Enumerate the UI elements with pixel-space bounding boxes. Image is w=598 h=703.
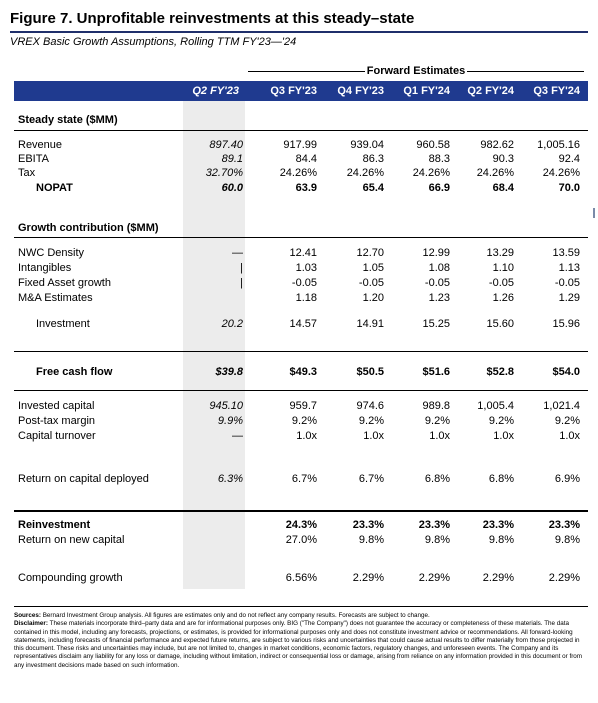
forward-estimates-banner	[248, 65, 584, 77]
row-label: NWC Density	[18, 247, 85, 259]
cell: |	[240, 262, 243, 274]
cell: —	[232, 247, 243, 259]
table-row-nopat	[14, 181, 588, 195]
cell: $51.6	[422, 366, 450, 378]
reinvestment-top-rule	[14, 510, 588, 512]
cell: 897.40	[209, 139, 243, 151]
column-header-row	[14, 84, 588, 98]
cell: 23.3%	[352, 519, 384, 531]
disclaimer-label: Disclaimer:	[14, 620, 48, 628]
cell: 24.26%	[346, 167, 384, 179]
cell: 68.4	[492, 182, 514, 194]
cell: 1.18	[295, 292, 317, 304]
cell: 88.3	[428, 153, 450, 165]
cell: 1.23	[428, 292, 450, 304]
cell: 9.2%	[554, 415, 580, 427]
table-row-ebita	[14, 152, 588, 166]
cell: 63.9	[295, 182, 317, 194]
cell: 989.8	[422, 400, 450, 412]
cell: 2.29%	[482, 572, 514, 584]
cell: 6.7%	[291, 473, 317, 485]
table-row-reinvestment	[14, 518, 588, 532]
row-label: Invested capital	[18, 400, 95, 412]
cell: 86.3	[362, 153, 384, 165]
footnote-rule	[14, 606, 588, 607]
cell: 23.3%	[548, 519, 580, 531]
row-label: Investment	[36, 318, 90, 330]
cell: 24.3%	[285, 519, 317, 531]
figure-subtitle: VREX Basic Growth Assumptions, Rolling TTM FY'23—'24	[10, 36, 297, 48]
cell: 15.25	[422, 318, 450, 330]
cell: -0.05	[554, 277, 580, 289]
cell: 20.2	[221, 318, 243, 330]
table-row-nwc	[14, 246, 588, 260]
cell: 959.7	[289, 400, 317, 412]
title-rule	[10, 31, 588, 33]
footnotes	[14, 612, 584, 670]
cell: 1.26	[492, 292, 514, 304]
sources-text: Bernard Investment Group analysis. All figures are estimates only and do not reflect any company results. Forecasts are subject to change.	[42, 612, 430, 619]
cell: 6.7%	[358, 473, 384, 485]
cell: 12.41	[289, 247, 317, 259]
cell: 2.29%	[352, 572, 384, 584]
cell: 23.3%	[482, 519, 514, 531]
cell: 92.4	[558, 153, 580, 165]
cell: 6.9%	[554, 473, 580, 485]
cell: 9.2%	[358, 415, 384, 427]
row-label: Return on capital deployed	[18, 473, 149, 485]
cell: $49.3	[289, 366, 317, 378]
table-row-capital-turnover	[14, 429, 588, 443]
cell: 24.26%	[476, 167, 514, 179]
column-header: Q3 FY'24	[533, 85, 580, 97]
cell: $39.8	[215, 366, 243, 378]
column-header: Q3 FY'23	[270, 85, 317, 97]
column-header: Q2 FY'23	[192, 85, 239, 97]
row-label: M&A Estimates	[18, 292, 93, 304]
cell: 1.10	[492, 262, 514, 274]
cell: 15.96	[552, 318, 580, 330]
cell: —	[232, 430, 243, 442]
cell: 27.0%	[285, 534, 317, 546]
row-label: Reinvestment	[18, 519, 91, 531]
section-rule	[14, 237, 588, 238]
forward-estimates-label: Forward Estimates	[366, 65, 466, 77]
cell: -0.05	[488, 277, 514, 289]
cell: 1.05	[362, 262, 384, 274]
row-label: Free cash flow	[36, 366, 113, 378]
cell: 9.2%	[488, 415, 514, 427]
cell: 6.8%	[424, 473, 450, 485]
cell: 917.99	[283, 139, 317, 151]
row-label: Fixed Asset growth	[18, 277, 111, 289]
row-label: Return on new capital	[18, 534, 125, 546]
cell: 12.99	[422, 247, 450, 259]
cell: 1,021.4	[543, 400, 580, 412]
cell: 6.8%	[488, 473, 514, 485]
cell: 84.4	[295, 153, 317, 165]
cell: 945.10	[209, 400, 243, 412]
cell: 90.3	[492, 153, 514, 165]
cell: 9.8%	[424, 534, 450, 546]
cell: 12.70	[356, 247, 384, 259]
cell: 1.03	[295, 262, 317, 274]
cell: $52.8	[486, 366, 514, 378]
cell: 9.8%	[358, 534, 384, 546]
cell: $54.0	[552, 366, 580, 378]
cell: 1.20	[362, 292, 384, 304]
table-row-intangibles	[14, 261, 588, 275]
row-label: Compounding growth	[18, 572, 123, 584]
cell: 66.9	[428, 182, 450, 194]
cell: 9.8%	[554, 534, 580, 546]
cell: -0.05	[358, 277, 384, 289]
table-row-tax	[14, 166, 588, 180]
cell: 13.29	[486, 247, 514, 259]
cell: 1.0x	[296, 430, 317, 442]
cell: 1.0x	[363, 430, 384, 442]
disclaimer-note	[14, 620, 584, 670]
cell: 15.60	[486, 318, 514, 330]
column-header: Q4 FY'23	[337, 85, 384, 97]
cell: 982.62	[480, 139, 514, 151]
row-label: NOPAT	[36, 182, 73, 194]
cell: 1.08	[428, 262, 450, 274]
cell: 1,005.16	[537, 139, 580, 151]
section-rule	[14, 130, 588, 131]
disclaimer-text: These materials incorporate third–party data and are for informational purposes only. BIG ("The Company") does not guarantee the accuracy or completeness of these materials. The data contained in this model, including any forecasts, projections, or estimates, is provided for informational purposes only and does not constitute investment advice or recommendations. All forward-looking statements, including forecasts of financial performance and expected future returns, are subject to various risks and uncertainties that could cause actual results to differ materially from those projected in this document. These risks and uncertainties may include, but are not limited to, changes in market conditions, economic factors, regulatory changes, and unforeseen events. The Company and its representatives disclaim any liability for any loss or damage, including without limitation, indirect or consequential loss or damage, arising from reliance on any information provided in this document or from any investment decisions made based on such information.	[14, 620, 583, 669]
cell: -0.05	[424, 277, 450, 289]
cell: 1.13	[558, 262, 580, 274]
row-label: Capital turnover	[18, 430, 96, 442]
cell: 1.0x	[429, 430, 450, 442]
sources-label: Sources:	[14, 612, 41, 619]
row-label: Post-tax margin	[18, 415, 96, 427]
table-row-fcf	[14, 365, 588, 379]
cell: 2.29%	[548, 572, 580, 584]
cell: 6.3%	[217, 473, 243, 485]
fcf-bottom-rule	[14, 390, 588, 391]
cell: 939.04	[350, 139, 384, 151]
cell: 9.2%	[291, 415, 317, 427]
cell: 89.1	[221, 153, 243, 165]
figure-title: Figure 7. Unprofitable reinvestments at this steady–state	[10, 10, 415, 27]
cell: 14.91	[356, 318, 384, 330]
table-row-post-tax-margin	[14, 414, 588, 428]
cell: |	[240, 277, 243, 289]
cell: $50.5	[356, 366, 384, 378]
cell: 1.29	[558, 292, 580, 304]
table-row-revenue	[14, 138, 588, 152]
cell: 70.0	[558, 182, 580, 194]
table-row-rocd	[14, 472, 588, 486]
table-row-fixed-asset	[14, 276, 588, 290]
row-label: Intangibles	[18, 262, 72, 274]
sources-note	[14, 612, 584, 620]
side-marker	[593, 208, 595, 218]
table-row-investment	[14, 317, 588, 331]
cell: 9.2%	[424, 415, 450, 427]
table-row-invested-capital	[14, 399, 588, 413]
cell: 24.26%	[542, 167, 580, 179]
row-label: Revenue	[18, 139, 63, 151]
cell: 960.58	[416, 139, 450, 151]
cell: 13.59	[552, 247, 580, 259]
cell: 14.57	[289, 318, 317, 330]
table-row-ma	[14, 291, 588, 305]
cell: 24.26%	[279, 167, 317, 179]
column-header: Q1 FY'24	[403, 85, 450, 97]
column-header: Q2 FY'24	[467, 85, 514, 97]
table-row-compounding-growth	[14, 571, 588, 585]
cell: 1.0x	[493, 430, 514, 442]
cell: 1,005.4	[477, 400, 514, 412]
cell: 60.0	[221, 182, 243, 194]
cell: 1.0x	[559, 430, 580, 442]
row-label: Tax	[18, 167, 36, 179]
cell: 6.56%	[285, 572, 317, 584]
cell: 2.29%	[418, 572, 450, 584]
cell: 32.70%	[205, 167, 243, 179]
cell: 24.26%	[412, 167, 450, 179]
row-label: EBITA	[18, 153, 49, 165]
cell: 9.8%	[488, 534, 514, 546]
fcf-top-rule	[14, 351, 588, 352]
cell: 23.3%	[418, 519, 450, 531]
table-row-return-new-capital	[14, 533, 588, 547]
cell: -0.05	[291, 277, 317, 289]
cell: 9.9%	[217, 415, 243, 427]
cell: 974.6	[356, 400, 384, 412]
cell: 65.4	[362, 182, 384, 194]
